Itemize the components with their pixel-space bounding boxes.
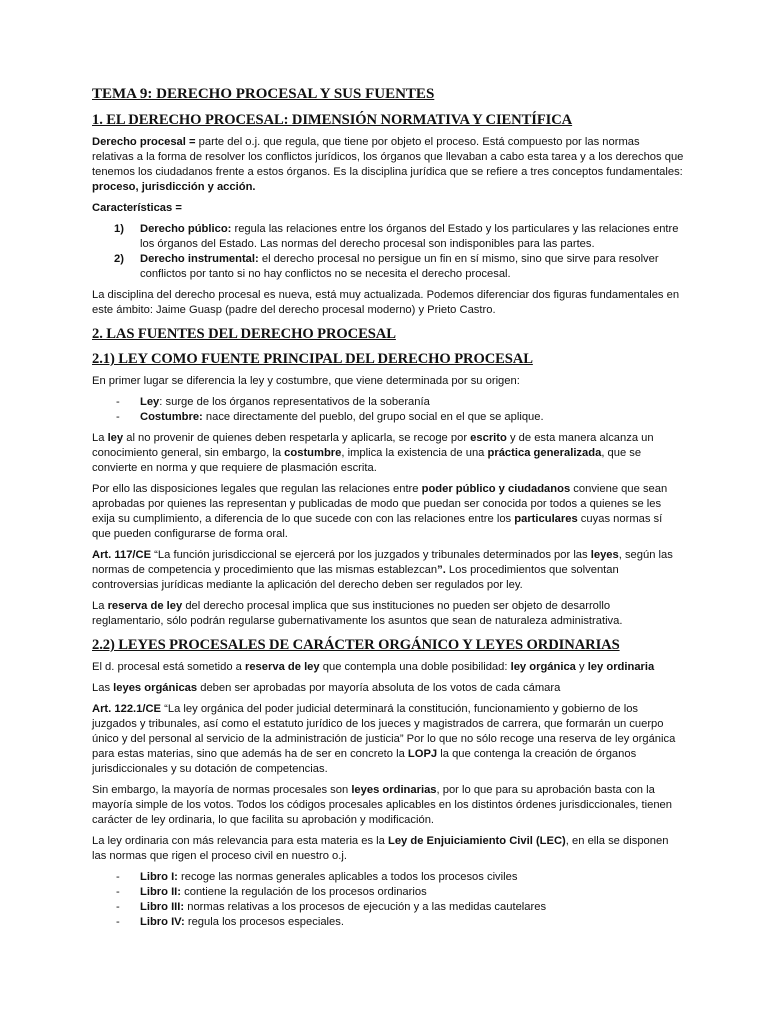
list-item: - Libro IV: regula los procesos especiales.: [116, 916, 344, 928]
list-item: - Libro III: normas relativas a los procesos de ejecución y a las medidas cautelares: [116, 901, 547, 913]
ordinary-laws-paragraph: Sin embargo, la mayoría de normas procesales son leyes ordinarias, por lo que para su aprobación basta con la mayoría simple de los votos. Todos los códigos procesales aplicables en los distintos órdenes jurisdiccionales, tienen carácter de ley ordinaria, lo que facilita su aprobación y modificación.: [92, 784, 672, 826]
law-custom-intro: En primer lugar se diferencia la ley y costumbre, que viene determinada por su origen:: [92, 375, 520, 387]
list-item: - Costumbre: nace directamente del pueblo, del grupo social en el que se aplique.: [116, 411, 544, 423]
reserva-de-ley-paragraph: La reserva de ley del derecho procesal implica que sus instituciones no pueden ser objeto de desarrollo reglamentario, sólo podrán regularse gubernativamente los asuntos que sean de naturaleza administrativa.: [92, 600, 623, 627]
list-item: 2) Derecho instrumental: el derecho procesal no persigue un fin en sí mismo, sino que sirve para resolver conflictos por tanto si no hay conflictos no se necesita el derecho procesal.: [114, 253, 659, 280]
list-item: - Ley: surge de los órganos representativos de la soberanía: [116, 396, 430, 408]
characteristics-list: [92, 222, 684, 282]
lec-paragraph: La ley ordinaria con más relevancia para esta materia es la Ley de Enjuiciamiento Civil (LEC), en ella se disponen las normas que rigen el proceso civil en nuestro o.j.: [92, 835, 669, 862]
lec-books-list: [92, 870, 684, 930]
article-117-paragraph: Art. 117/CE “La función jurisdiccional se ejercerá por los juzgados y tribunales determinados por las leyes, según las normas de competencia y procedimiento que las mismas establezcan”. Los procedimientos que solventan controversias jurídicas mediante la aplicación del derecho deben ser regulados por ley.: [92, 549, 673, 591]
law-paragraph: La ley al no provenir de quienes deben respetarla y aplicarla, se recoge por escrito y de esta manera alcanza un conocimiento general, sin embargo, la costumbre, implica la existencia de una práctica generalizada, que se convierte en norma y que requiere de plasmación escrita.: [92, 432, 654, 474]
list-item: - Libro I: recoge las normas generales aplicables a todos los procesos civiles: [116, 871, 518, 883]
organic-laws-paragraph: Las leyes orgánicas deben ser aprobadas por mayoría absoluta de los votos de cada cámara: [92, 682, 561, 694]
section-2-heading: 2. LAS FUENTES DEL DERECHO PROCESAL: [92, 326, 396, 342]
section-2-1-heading: 2.1) LEY COMO FUENTE PRINCIPAL DEL DERECHO PROCESAL: [92, 351, 533, 367]
legal-provisions-paragraph: Por ello las disposiciones legales que regulan las relaciones entre poder público y ciudadanos conviene que sean aprobadas por quienes las representan y publicadas de modo que puedan ser conocida por todos a quienes se les exija su cumplimiento, a diferencia de lo que sucede con con las relaciones entre los particulares cuyas normas sí que pueden configurarse de forma oral.: [92, 483, 668, 540]
procesal-reserva-paragraph: El d. procesal está sometido a reserva de ley que contempla una doble posibilidad: ley orgánica y ley ordinaria: [92, 661, 655, 673]
section-1-heading: 1. EL DERECHO PROCESAL: DIMENSIÓN NORMATIVA Y CIENTÍFICA: [92, 112, 573, 128]
characteristics-label: Características =: [92, 202, 182, 214]
list-item: 1) Derecho público: regula las relaciones entre los órganos del Estado y los particulares y las relaciones entre los órganos del Estado. Las normas del derecho procesal son indisponibles para las partes.: [114, 223, 679, 250]
list-item: - Libro II: contiene la regulación de los procesos ordinarios: [116, 886, 427, 898]
definition-paragraph: Derecho procesal = parte del o.j. que regula, que tiene por objeto el proceso. Está compuesto por las normas relativas a la forma de resolver los conflictos jurídicos, los órganos que llevaban a cabo esta tarea y a los derechos que tenemos los ciudadanos frente a estos órganos. Es la disciplina jurídica que se refiere a tres conceptos fundamentales: proceso, jurisdicción y acción.: [92, 136, 684, 193]
document-title: TEMA 9: DERECHO PROCESAL Y SUS FUENTES: [92, 86, 435, 102]
law-custom-list: [92, 395, 684, 425]
section-2-2-heading: 2.2) LEYES PROCESALES DE CARÁCTER ORGÁNICO Y LEYES ORDINARIAS: [92, 637, 620, 653]
discipline-paragraph: La disciplina del derecho procesal es nueva, está muy actualizada. Podemos diferenciar dos figuras fundamentales en este ámbito: Jaime Guasp (padre del derecho procesal moderno) y Prieto Castro.: [92, 289, 680, 316]
article-122-paragraph: Art. 122.1/CE “La ley orgánica del poder judicial determinará la constitución, funcionamiento y gobierno de los juzgados y tribunales, así como el estatuto jurídico de los jueces y magistrados de carrera, que formarán un cuerpo único y del personal al servicio de la administración de justicia” Por lo que no sólo recoge una reserva de ley orgánica para estas materias, sino que además ha de ser en concreto la LOPJ la que contenga la creación de órganos jurisdiccionales y su dotación de competencias.: [92, 703, 676, 775]
